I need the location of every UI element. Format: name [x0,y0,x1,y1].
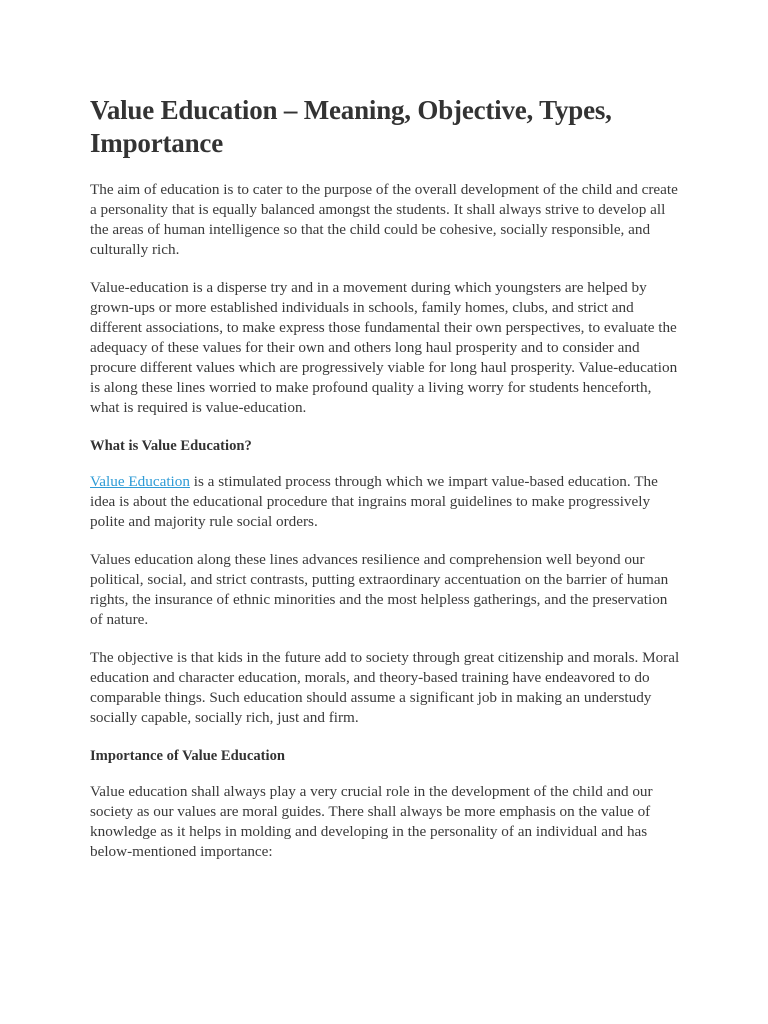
section1-paragraph-2: Values education along these lines advances resilience and comprehension well beyond our political, social, and strict contrasts, putting extraordinary accentuation on the barrier of human rights, the insurance of ethnic minorities and the most helpless gatherings, and the preservation of nature. [90,551,669,628]
intro-paragraph-1: The aim of education is to cater to the purpose of the overall development of the child and create a personality that is equally balanced amongst the students. It shall always strive to develop all the areas of human intelligence so that the child could be cohesive, socially responsible, and culturally rich. [90,181,678,258]
section-heading-what-is: What is Value Education? [90,438,252,454]
section1-paragraph-1 [90,472,680,532]
value-education-link[interactable]: Value Education [90,473,190,490]
section2-paragraph-1: Value education shall always play a very crucial role in the development of the child and our society as our values are moral guides. There shall always be more emphasis on the value of knowledge as it helps in molding and developing in the personality of an individual and has below-mentioned importance: [90,783,653,860]
section-heading-importance: Importance of Value Education [90,748,286,764]
intro-paragraph-2: Value-education is a disperse try and in a movement during which youngsters are helped by grown-ups or more established individuals in schools, family homes, clubs, and strict and different associations, to make express those fundamental their own perspectives, to evaluate the adequacy of these values for their own and others long haul prosperity and to consider and procure different values which are progressively viable for long haul prosperity. Value-education is along these lines worried to make profound quality a living worry for students henceforth, what is required is value-education. [90,279,678,416]
section1-paragraph-1-text: is a stimulated process through which we impart value-based education. The idea is about the educational procedure that ingrains moral guidelines to make progressively polite and majority rule social orders. [90,473,658,530]
document-page [90,94,680,880]
document-title: Value Education – Meaning, Objective, Types, Importance [90,95,612,158]
section1-paragraph-3: The objective is that kids in the future add to society through great citizenship and morals. Moral education and character education, morals, and theory-based training have endeavored to do comparable things. Such education should assume a significant job in making an understudy socially capable, socially rich, just and firm. [90,649,680,726]
